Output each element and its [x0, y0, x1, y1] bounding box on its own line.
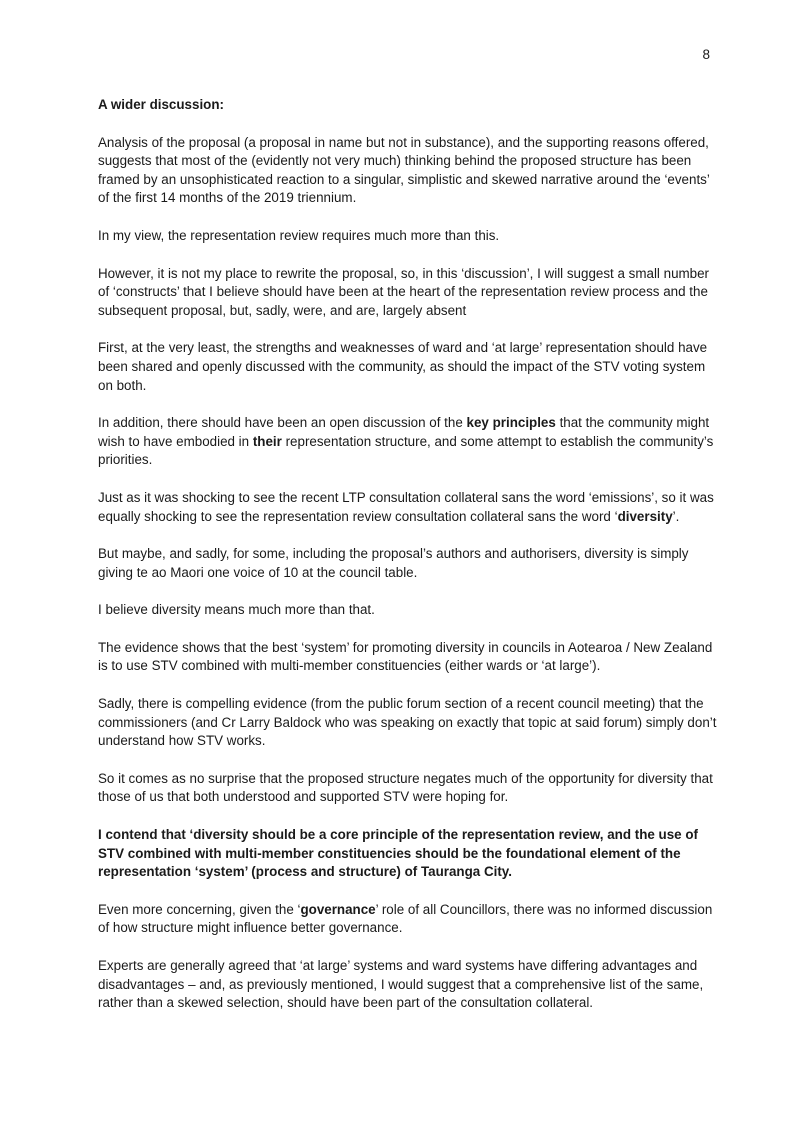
paragraph-experts: Experts are generally agreed that ‘at large’ systems and ward systems have differing advantages and disadvantages – and, as previously mentioned, I would suggest that a comprehensive list of the same, rather than a skewed selection, should have been part of the consultation collateral. — [98, 958, 704, 1011]
paragraph-first: First, at the very least, the strengths and weaknesses of ward and ‘at large’ representation should have been shared and openly discussed with the community, as should the impact of the STV voting system on both. — [98, 340, 708, 393]
paragraph-evidence: The evidence shows that the best ‘system’ for promoting diversity in councils in Aotearoa / New Zealand is to use STV combined with multi-member constituencies (either wards or ‘at large’). — [98, 639, 713, 674]
paragraph-governance: Even more concerning, given the ‘governance’ role of all Councillors, there was no informed discussion of how structure might influence better governance. — [98, 901, 713, 936]
bold-key-principles: key principles — [466, 415, 556, 431]
paragraph-view: In my view, the representation review requires much more than this. — [98, 227, 500, 243]
bold-governance: governance — [300, 901, 376, 917]
section-heading: A wider discussion: — [98, 97, 224, 112]
paragraph-commissioners: Sadly, there is compelling evidence (from the public forum section of a recent council meeting) that the commissioners (and Cr Larry Baldock who was speaking on exactly that topic at said forum) simply don’t understand how STV works. — [98, 696, 717, 749]
paragraph-belief: I believe diversity means much more than that. — [98, 602, 375, 618]
paragraph-diversity-word: Just as it was shocking to see the recent LTP consultation collateral sans the word ‘emissions’, so it was equally shocking to see the representation review consultation collateral sans the word ‘diversity’. — [98, 489, 714, 524]
page-number: 8 — [702, 47, 710, 62]
paragraph-maori-voice: But maybe, and sadly, for some, including the proposal’s authors and authorisers, diversity is simply giving te ao Maori one voice of 10 at the council table. — [98, 546, 689, 580]
paragraph-contention: I contend that ‘diversity should be a core principle of the representation review, and the use of STV combined with multi-member constituencies should be the foundational element of the representation ‘system’ (process and structure) of Tauranga City. — [98, 827, 698, 880]
document-body — [98, 96, 720, 1032]
paragraph-analysis: Analysis of the proposal (a proposal in name but not in substance), and the supporting reasons offered, suggests that most of the (evidently not very much) thinking behind the proposed structure has been framed by an unsophisticated reaction to a singular, simplistic and skewed narrative around the ‘events’ of the first 14 months of the 2019 triennium. — [98, 134, 710, 206]
paragraph-key-principles: In addition, there should have been an open discussion of the key principles that the community might wish to have embodied in their representation structure, and some attempt to establish the community’s priorities. — [98, 415, 714, 468]
bold-diversity: diversity — [617, 508, 673, 524]
bold-their: their — [252, 433, 282, 449]
paragraph-constructs: However, it is not my place to rewrite the proposal, so, in this ‘discussion’, I will suggest a small number of ‘constructs’ that I believe should have been at the heart of the representation review process and the subsequent proposal, but, sadly, were, and are, largely absent — [98, 265, 710, 318]
paragraph-no-surprise: So it comes as no surprise that the proposed structure negates much of the opportunity for diversity that those of us that both understood and supported STV were hoping for. — [98, 770, 713, 805]
